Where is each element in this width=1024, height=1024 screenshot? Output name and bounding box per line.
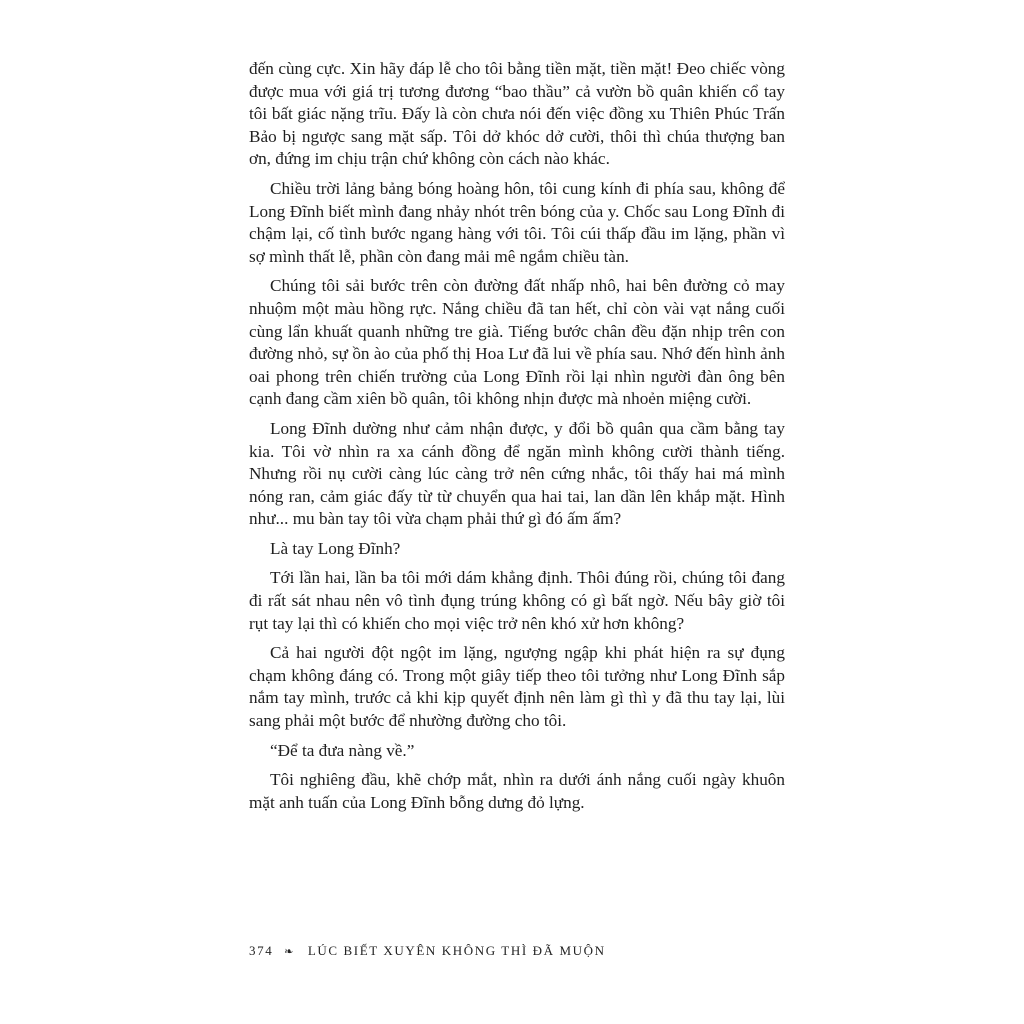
paragraph: Chúng tôi sải bước trên còn đường đất nhấp nhô, hai bên đường cỏ may nhuộm một màu hồng rực. Nắng chiều đã tan hết, chỉ còn vài vạt nắng cuối cùng lẩn khuất quanh những tre già. Tiếng bước chân đều đặn nhịp trên con đường nhỏ, sự ồn ào của phố thị Hoa Lư đã lui về phía sau. Nhớ đến hình ảnh oai phong trên chiến trường của Long Đĩnh rồi lại nhìn người đàn ông bên cạnh đang cầm xiên bồ quân, tôi không nhịn được mà nhoẻn miệng cười. bbox=[249, 276, 785, 409]
paragraph: đến cùng cực. Xin hãy đáp lễ cho tôi bằng tiền mặt, tiền mặt! Đeo chiếc vòng được mua với giá trị tương đương “bao thầu” cả vườn bồ quân khiến cổ tay tôi bất giác nặng trĩu. Đấy là còn chưa nói đến việc đồng xu Thiên Phúc Trấn Bảo bị ngược sang mặt sấp. Tôi dở khóc dở cười, thôi thì chúa thượng ban ơn, đứng im chịu trận chứ không còn cách nào khác. bbox=[249, 59, 785, 169]
paragraph: Cả hai người đột ngột im lặng, ngượng ngập khi phát hiện ra sự đụng chạm không đáng có. Trong một giây tiếp theo tôi tưởng như Long Đĩnh sắp nắm tay mình, trước cả khi kịp quyết định nên làm gì thì y đã thu tay lại, lùi sang phải một bước để nhường đường cho tôi. bbox=[249, 643, 785, 731]
paragraph: Long Đĩnh dường như cảm nhận được, y đổi bồ quân qua cầm bằng tay kia. Tôi vờ nhìn ra xa cánh đồng để ngăn mình không cười thành tiếng. Nhưng rồi nụ cười càng lúc càng trở nên cứng nhắc, tôi thấy hai má mình nóng ran, cảm giác đấy từ từ chuyển qua hai tai, lan dần lên khắp mặt. Hình như... mu bàn tay tôi vừa chạm phải thứ gì đó ấm ấm? bbox=[249, 418, 785, 529]
page-number: 374 bbox=[249, 943, 274, 958]
paragraph: Là tay Long Đĩnh? bbox=[270, 538, 401, 558]
paragraph: Tôi nghiêng đầu, khẽ chớp mắt, nhìn ra dưới ánh nắng cuối ngày khuôn mặt anh tuấn của Long Đĩnh bỗng dưng đỏ lựng. bbox=[249, 770, 785, 812]
body-text bbox=[249, 58, 785, 821]
paragraph: Chiều trời lảng bảng bóng hoàng hôn, tôi cung kính đi phía sau, không để Long Đĩnh biết mình đang nhảy nhót trên bóng của y. Chốc sau Long Đĩnh đi chậm lại, cố tình bước ngang hàng với tôi. Tôi cúi thấp đầu im lặng, phần vì sợ mình thất lễ, phần còn đang mải mê ngắm chiều tàn. bbox=[249, 178, 785, 266]
running-footer bbox=[249, 943, 606, 959]
paragraph: Tới lần hai, lần ba tôi mới dám khẳng định. Thôi đúng rồi, chúng tôi đang đi rất sát nhau nên vô tình đụng trúng không có gì bất ngờ. Nếu bây giờ tôi rụt tay lại thì có khiến cho mọi việc trở nên khó xử hơn không? bbox=[249, 568, 785, 633]
paragraph: “Để ta đưa nàng về.” bbox=[270, 740, 415, 760]
fleuron-icon: ❧ bbox=[284, 946, 295, 958]
book-title: LÚC BIẾT XUYÊN KHÔNG THÌ ĐÃ MUỘN bbox=[307, 943, 606, 958]
